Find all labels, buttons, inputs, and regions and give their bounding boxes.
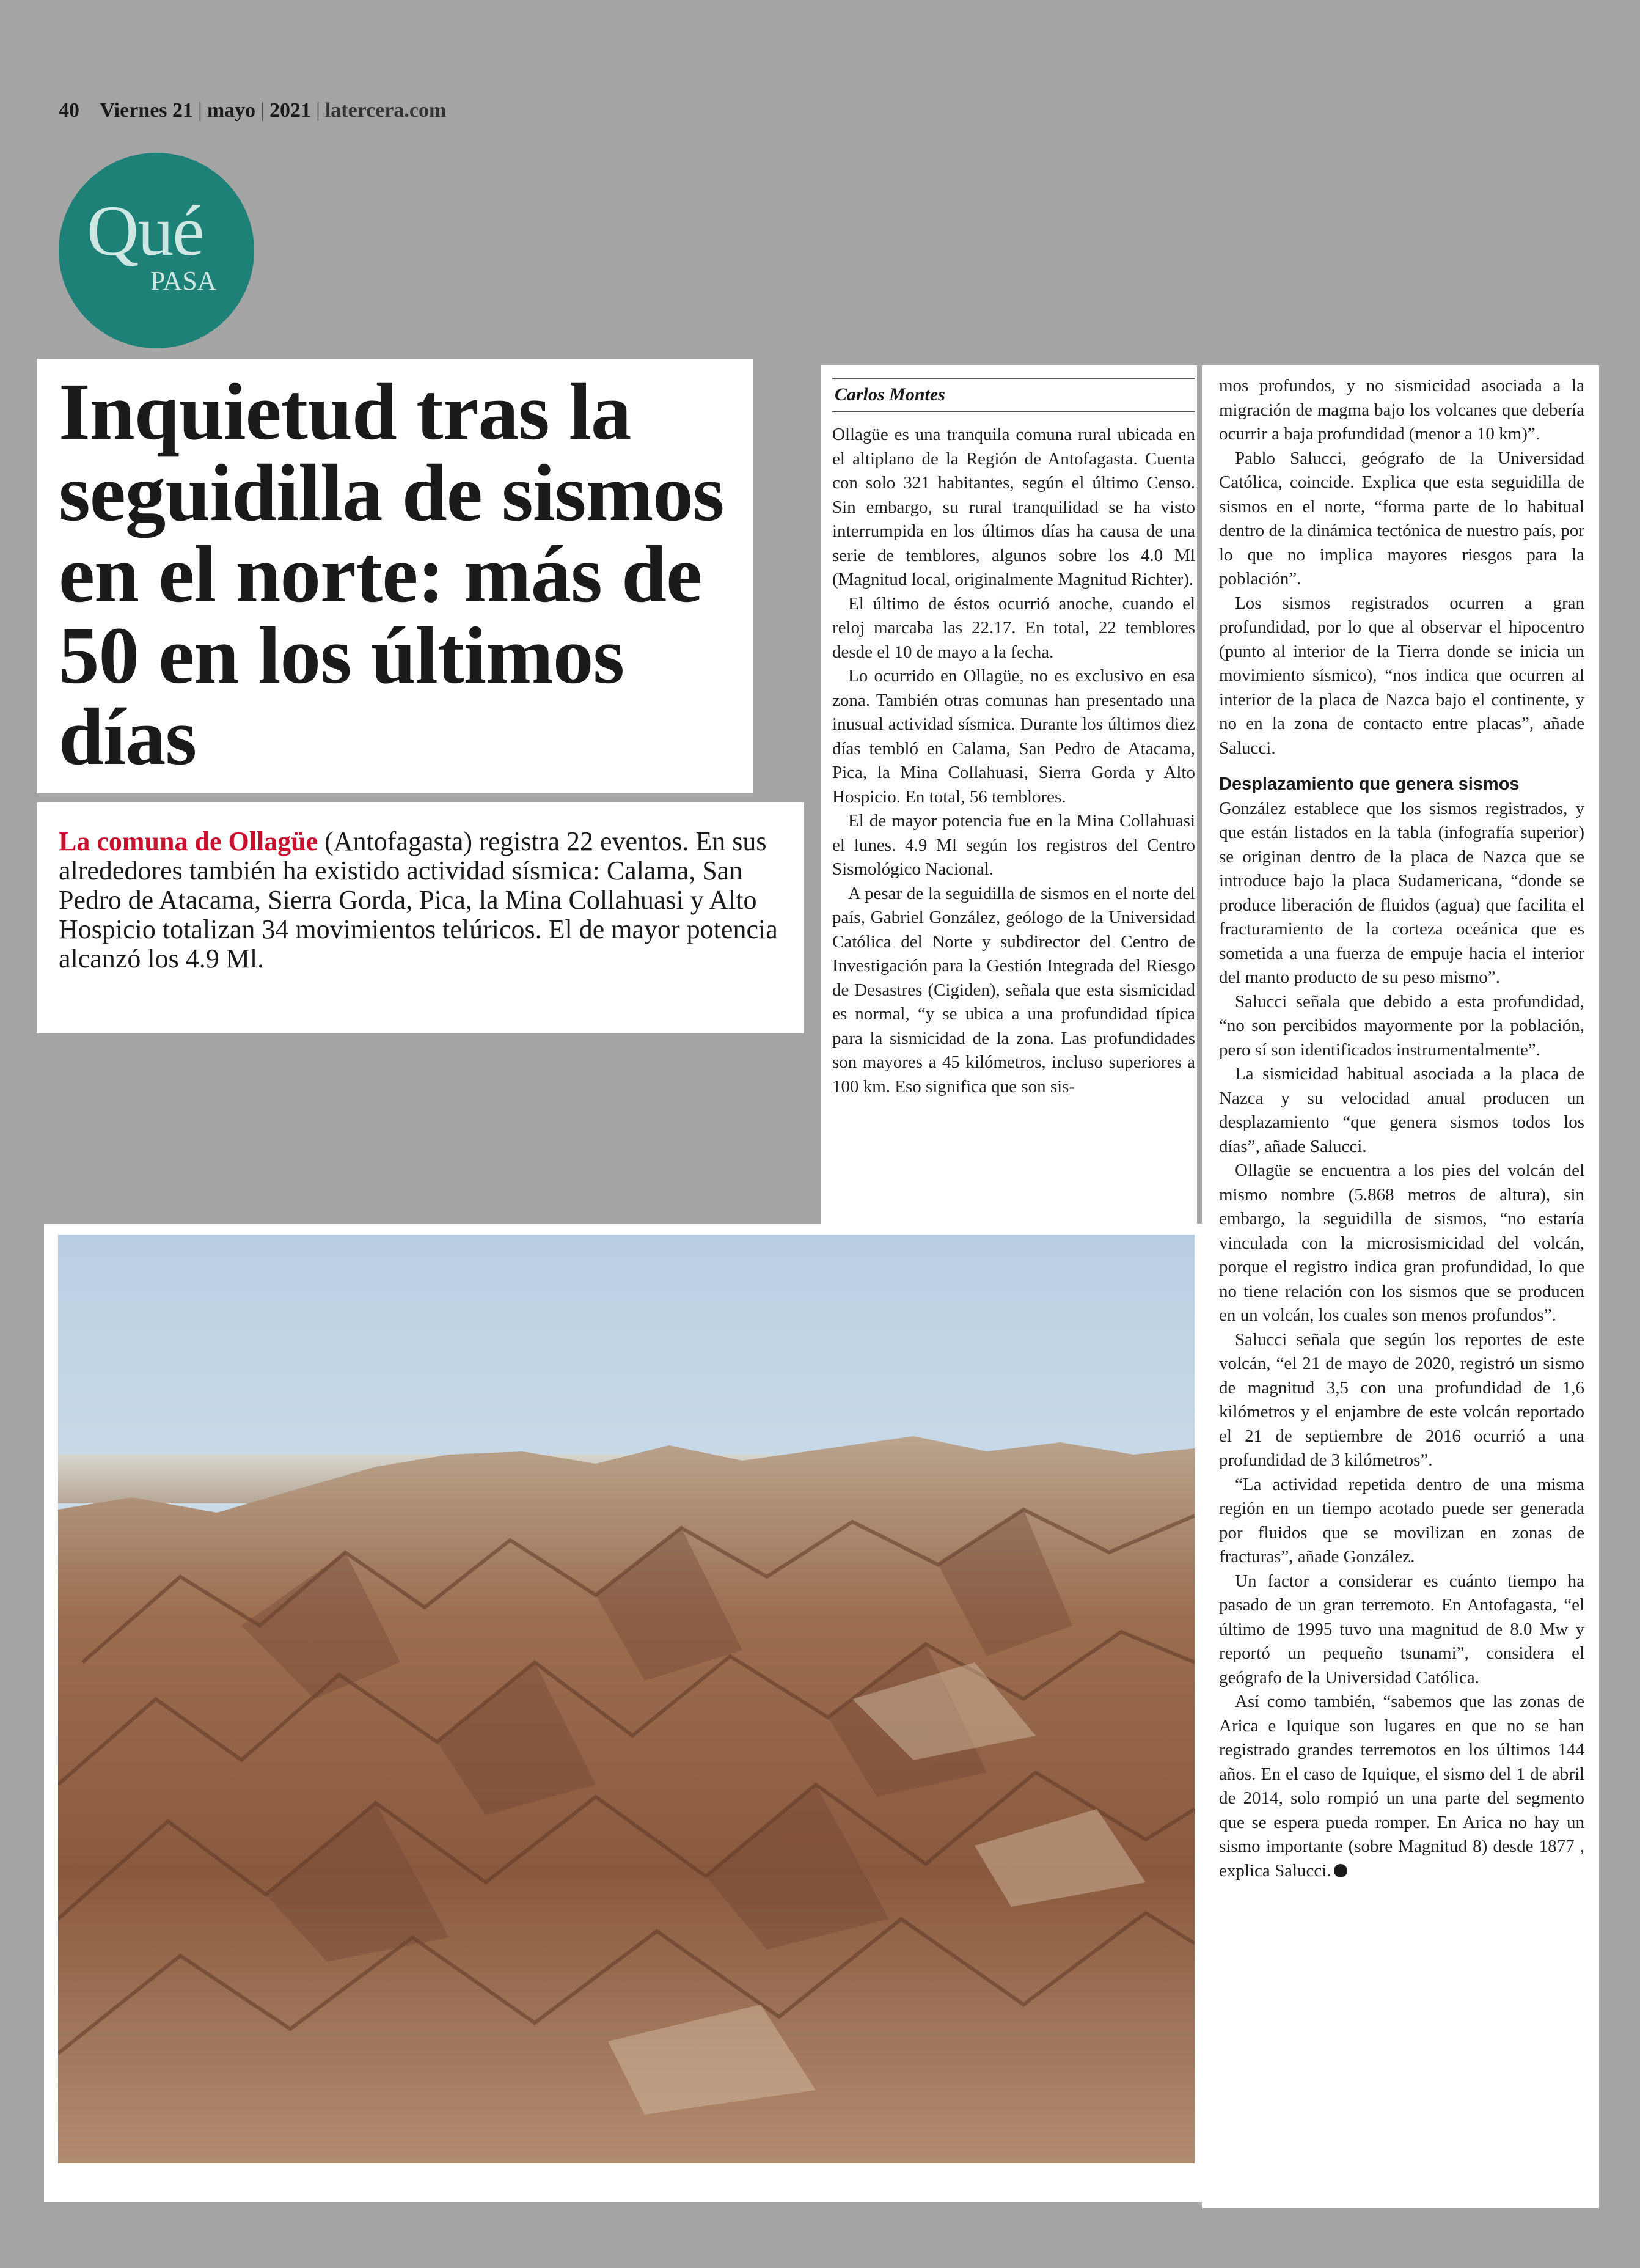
paragraph: El último de éstos ocurrió anoche, cuando el reloj marcaba las 22.17. En total, 22 temblores desde el 10 de mayo a la fecha. bbox=[832, 593, 1195, 662]
paragraph: La sismicidad habitual asociada a la placa de Nazca y su velocidad anual producen un desplazamiento “que genera sismos todos los días”, añade Salucci. bbox=[1219, 1064, 1584, 1156]
headline-box bbox=[37, 359, 753, 793]
paragraph: A pesar de la seguidilla de sismos en el norte del país, Gabriel González, geólogo de la Universidad Católica del Norte y subdirector del Centro de Investigación para la Gestión Integrada del Riesgo de Desastres (Cigiden), señala que esta sismicidad es normal, “y se ubica a una profundidad típica para la sismicidad de la zona. Las profundidades son mayores a 45 kilómetros, incluso superiores a 100 km. Eso significa que son sis- bbox=[832, 883, 1195, 1096]
folio-site: latercera.com bbox=[324, 99, 447, 122]
lead-highlight: La comuna de Ollagüe bbox=[59, 826, 318, 856]
desert-landscape-photo bbox=[58, 1235, 1195, 2163]
article-headline: Inquietud tras la seguidilla de sismos en el norte: más de 50 en los últimos días bbox=[59, 366, 724, 782]
article-lead bbox=[59, 827, 792, 974]
paragraph: Pablo Salucci, geógrafo de la Universidad Católica, coincide. Explica que esta seguidilla de sismos en el norte, “forma parte de lo habitual dentro de la dinámica tectónica de nuestro país, por lo que no implica mayores riesgos para la población”. bbox=[1219, 448, 1584, 589]
paragraph: Ollagüe es una tranquila comuna rural ubicada en el altiplano de la Región de Antofagasta. Cuenta con solo 321 habitantes, según el último Censo. Sin embargo, su rural tranquilidad se ha visto interrumpida en los últimos días ha causa de una serie de temblores, algunos sobre los 4.0 Ml (Magnitud local, originalmente Magnitud Richter). bbox=[832, 425, 1195, 589]
page-number: 40 bbox=[59, 99, 79, 122]
folio-day: Viernes 21 bbox=[100, 99, 194, 122]
que-pasa-section-logo bbox=[59, 153, 254, 348]
lead-text: (Antofagasta) registra 22 eventos. En sus alrededores también ha existido actividad sísmica: Calama, San Pedro de Atacama, Sierra Gorda, Pica, la Mina Collahuasi y Alto Hospicio totalizan 34 movimientos telúricos. El de mayor potencia alcanzó los 4.9 Ml. bbox=[59, 826, 778, 974]
logo-que-text: Qué bbox=[87, 191, 203, 271]
paragraph: Lo ocurrido en Ollagüe, no es exclusivo en esa zona. También otras comunas han presentado una inusual actividad sísmica. Durante los últimos diez días tembló en Calama, San Pedro de Atacama, Pica, la Mina Collahuasi, Sierra Gorda y Alto Hospicio. En total, 56 temblores. bbox=[832, 666, 1195, 807]
paragraph-last: Así como también, “sabemos que las zonas de Arica e Iquique son lugares en que no se han registrado grandes terremotos en los últimos 144 años. En el caso de Iquique, el sismo del 1 de abril de 2014, solo rompió un una parte del segmento que se espera pueda romper. En Arica no hay un sismo importante (sobre Magnitud 8) desde 1877 , explica Salucci. bbox=[1219, 1692, 1584, 1881]
logo-pasa-text: PASA bbox=[150, 266, 217, 296]
paragraph: mos profundos, y no sismicidad asociada a la migración de magma bajo los volcanes que debería ocurrir a baja profundidad (menor a 10 km)”. bbox=[1219, 376, 1584, 444]
body-column-1 bbox=[832, 423, 1195, 1099]
paragraph: El de mayor potencia fue en la Mina Collahuasi el lunes. 4.9 Ml según los registros del Centro Sismológico Nacional. bbox=[832, 811, 1195, 879]
byline: Carlos Montes bbox=[832, 378, 1195, 412]
folio-year: 2021 bbox=[269, 99, 311, 122]
paragraph: Los sismos registrados ocurren a gran profundidad, por lo que al observar el hipocentro (punto al interior de la Tierra donde se inicia un movimiento sísmico), “nos indica que ocurren al interior de la placa de Nazca bajo el continente, y no en la zona de contacto entre placas”, añade Salucci. bbox=[1219, 593, 1584, 758]
folio-month: mayo bbox=[207, 99, 256, 122]
body-column-2 bbox=[1219, 374, 1584, 1883]
paragraph: Salucci señala que debido a esta profundidad, “no son percibidos mayormente por la población, pero sí son identificados instrumentalmente”. bbox=[1219, 991, 1584, 1060]
paragraph: Ollagüe se encuentra a los pies del volcán del mismo nombre (5.868 metros de altura), sin embargo, la seguidilla de sismos, “no estaría vinculada con la microsismicidad del volcán, porque el registro indica gran profundidad, lo que no tiene relación con los sismos que se producen en un volcán, los cuales son menos profundos”. bbox=[1219, 1161, 1584, 1325]
end-of-article-dot-icon bbox=[1334, 1864, 1347, 1877]
paragraph: “La actividad repetida dentro de una misma región en un tiempo acotado puede ser generada por fluidos que se movilizan en zonas de fracturas”, añade González. bbox=[1219, 1474, 1584, 1566]
section-subhead: Desplazamiento que genera sismos bbox=[1219, 774, 1520, 794]
paragraph: Salucci señala que según los reportes de este volcán, “el 21 de mayo de 2020, registró un sismo de magnitud 3,5 con una profundidad de 1,6 kilómetros y el enjambre de este volcán reportado el 21 de septiembre de 2016 ocurrió a una profundidad de 3 kilómetros”. bbox=[1219, 1329, 1584, 1470]
paragraph: González establece que los sismos registrados, y que están listados en la tabla (infografía superior) se originan dentro de la placa de Nazca que se introduce bajo la placa Sudamericana, “donde se produce liberación de fluidos (agua) que facilita el fracturamiento de la corteza oceánica que es sometida a una fuerza de empuje hacia el interior del manto producto de su peso mismo”. bbox=[1219, 798, 1584, 987]
page-folio: 40 Viernes 21 | mayo | 2021 | latercera.com bbox=[59, 99, 447, 122]
lead-box bbox=[37, 802, 804, 1033]
paragraph: Un factor a considerar es cuánto tiempo ha pasado de un gran terremoto. En Antofagasta, “el último de 1995 tuvo una magnitud de 8.0 Mw y reportó un pequeño tsunami”, considera el geógrafo de la Universidad Católica. bbox=[1219, 1571, 1584, 1687]
